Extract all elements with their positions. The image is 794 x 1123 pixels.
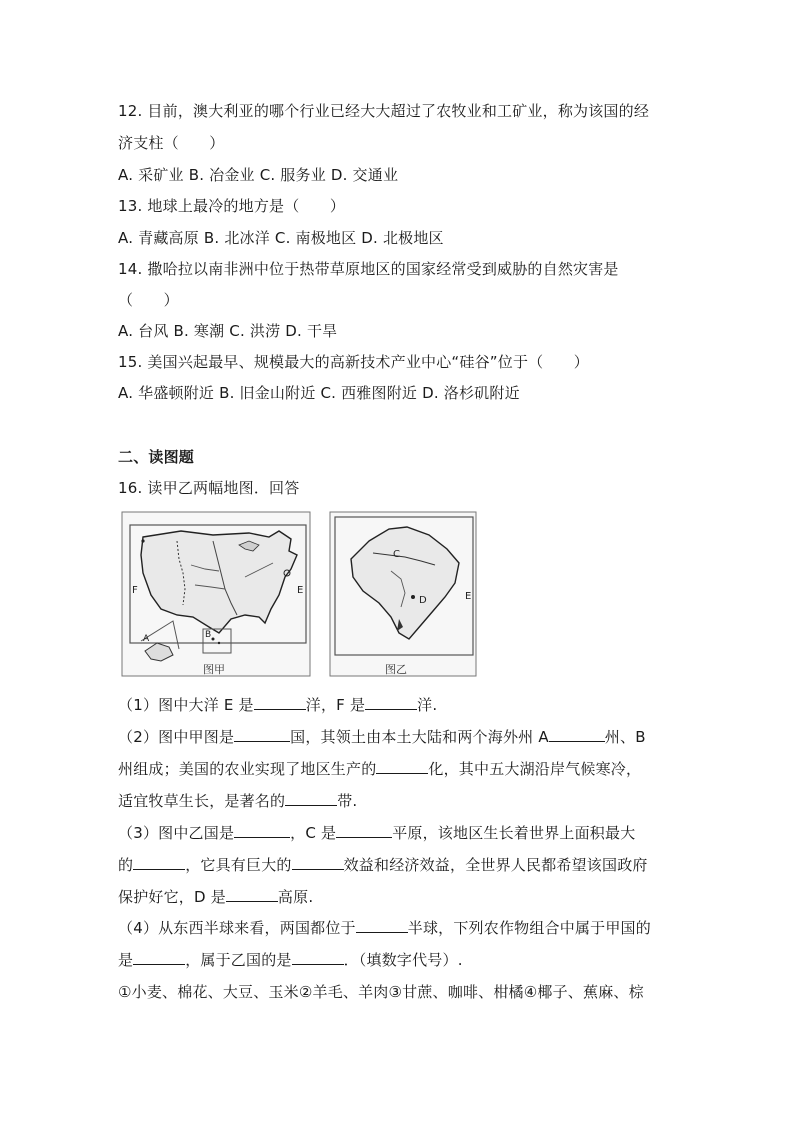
- q16-stem: 16. 读甲乙两幅地图．回答: [118, 479, 300, 497]
- q16-p2-text-g: 带.: [337, 792, 358, 810]
- map-brazil-label-c: C: [393, 549, 400, 560]
- map-usa-label-f: F: [132, 585, 138, 596]
- blank-f-ocean[interactable]: [365, 695, 417, 710]
- map-brazil: [329, 511, 479, 679]
- q16-p3-text-c: 平原，该地区生长着世界上面积最大: [392, 824, 636, 842]
- q16-p3-text-e: ，它具有巨大的: [185, 856, 292, 874]
- q16-part1: [118, 694, 437, 715]
- blank-specialization[interactable]: [376, 759, 428, 774]
- section-title: 二、读图题: [118, 448, 195, 466]
- q14-stem-line2: （ ）: [118, 291, 179, 309]
- q16-part2-line3: [118, 790, 357, 811]
- q16-part4-line3: ①小麦、棉花、大豆、玉米②羊毛、羊肉③甘蔗、咖啡、柑橘④椰子、蕉麻、棕: [118, 983, 644, 1001]
- blank-state-a[interactable]: [549, 727, 605, 742]
- q16-p3-text-h: 高原.: [277, 888, 314, 906]
- q16-part3-line3: [118, 886, 313, 907]
- q16-part2-line2: [118, 758, 641, 779]
- q13-options: A. 青藏高原 B. 北冰洋 C. 南极地区 D. 北极地区: [118, 229, 444, 247]
- map-usa-label-a: A: [143, 634, 150, 644]
- q16-p3-text-g: 保护好它，D 是: [118, 888, 226, 906]
- q16-p2-text-e: 化，其中五大湖沿岸气候寒冷，: [428, 760, 642, 778]
- q16-p1-text-a: （1）图中大洋 E 是: [118, 696, 254, 714]
- blank-e-ocean[interactable]: [254, 695, 306, 710]
- map-brazil-label-e: E: [465, 591, 472, 602]
- map-brazil-caption: 图乙: [385, 663, 407, 676]
- q15-options: A. 华盛顿附近 B. 旧金山附近 C. 西雅图附近 D. 洛杉矶附近: [118, 384, 520, 402]
- q16-p4-text-d: ，属于乙国的是: [185, 951, 292, 969]
- q16-part4-line2: [118, 949, 463, 970]
- blank-forest[interactable]: [133, 855, 185, 870]
- q16-p2-text-b: 国，其领土由本土大陆和两个海外州 A: [290, 728, 549, 746]
- q15-stem: 15. 美国兴起最早、规模最大的高新技术产业中心“硅谷”位于（ ）: [118, 353, 589, 371]
- map-brazil-label-d: D: [419, 595, 427, 606]
- blank-plain-c[interactable]: [336, 823, 392, 838]
- map-usa-caption: 图甲: [203, 663, 225, 676]
- q12-stem-line2: 济支柱（ ）: [118, 134, 225, 152]
- map-usa: [121, 511, 313, 679]
- q14-stem-line1: 14. 撒哈拉以南非洲中位于热带草原地区的国家经常受到威胁的自然灾害是: [118, 260, 619, 278]
- q12-stem-line1: 12. 目前，澳大利亚的哪个行业已经大大超过了农牧业和工矿业，称为该国的经: [118, 102, 650, 120]
- q16-part3-line2: [118, 854, 648, 875]
- blank-plateau-d[interactable]: [226, 887, 278, 902]
- q16-p2-text-a: （2）图中甲图是: [118, 728, 235, 746]
- q16-part2-line1: [118, 726, 646, 747]
- q16-p2-text-d: 州组成；美国的农业实现了地区生产的: [118, 760, 377, 778]
- q16-p3-text-b: ，C 是: [290, 824, 337, 842]
- blank-benefit[interactable]: [292, 855, 344, 870]
- q16-part4-line1: [118, 917, 651, 938]
- map-usa-label-b: B: [205, 630, 212, 640]
- blank-country-b[interactable]: [234, 823, 290, 838]
- q16-p4-text-a: （4）从东西半球来看，两国都位于: [118, 919, 356, 937]
- q14-options: A. 台风 B. 寒潮 C. 洪涝 D. 干旱: [118, 322, 338, 340]
- blank-belt[interactable]: [285, 791, 337, 806]
- blank-country-a[interactable]: [234, 727, 290, 742]
- q16-p2-text-c: 州、B: [604, 728, 646, 746]
- map-usa-label-e: E: [297, 585, 304, 596]
- blank-crops-a[interactable]: [133, 950, 185, 965]
- q16-p3-text-a: （3）图中乙国是: [118, 824, 235, 842]
- q16-p2-text-f: 适宜牧草生长，是著名的: [118, 792, 286, 810]
- q16-p3-text-d: 的: [118, 856, 134, 874]
- q13-stem: 13. 地球上最冷的地方是（ ）: [118, 197, 346, 215]
- blank-hemisphere[interactable]: [356, 918, 408, 933]
- q16-p1-text-c: 洋.: [417, 696, 438, 714]
- q16-p3-text-f: 效益和经济效益，全世界人民都希望该国政府: [343, 856, 648, 874]
- q16-p4-text-e: ．（填数字代号）.: [343, 951, 463, 969]
- q16-p1-text-b: 洋，F 是: [305, 696, 366, 714]
- blank-crops-b[interactable]: [292, 950, 344, 965]
- q12-options: A. 采矿业 B. 冶金业 C. 服务业 D. 交通业: [118, 166, 399, 184]
- q16-p4-text-c: 是: [118, 951, 134, 969]
- q16-part3-line1: [118, 822, 635, 843]
- q16-p4-text-b: 半球，下列农作物组合中属于甲国的: [407, 919, 651, 937]
